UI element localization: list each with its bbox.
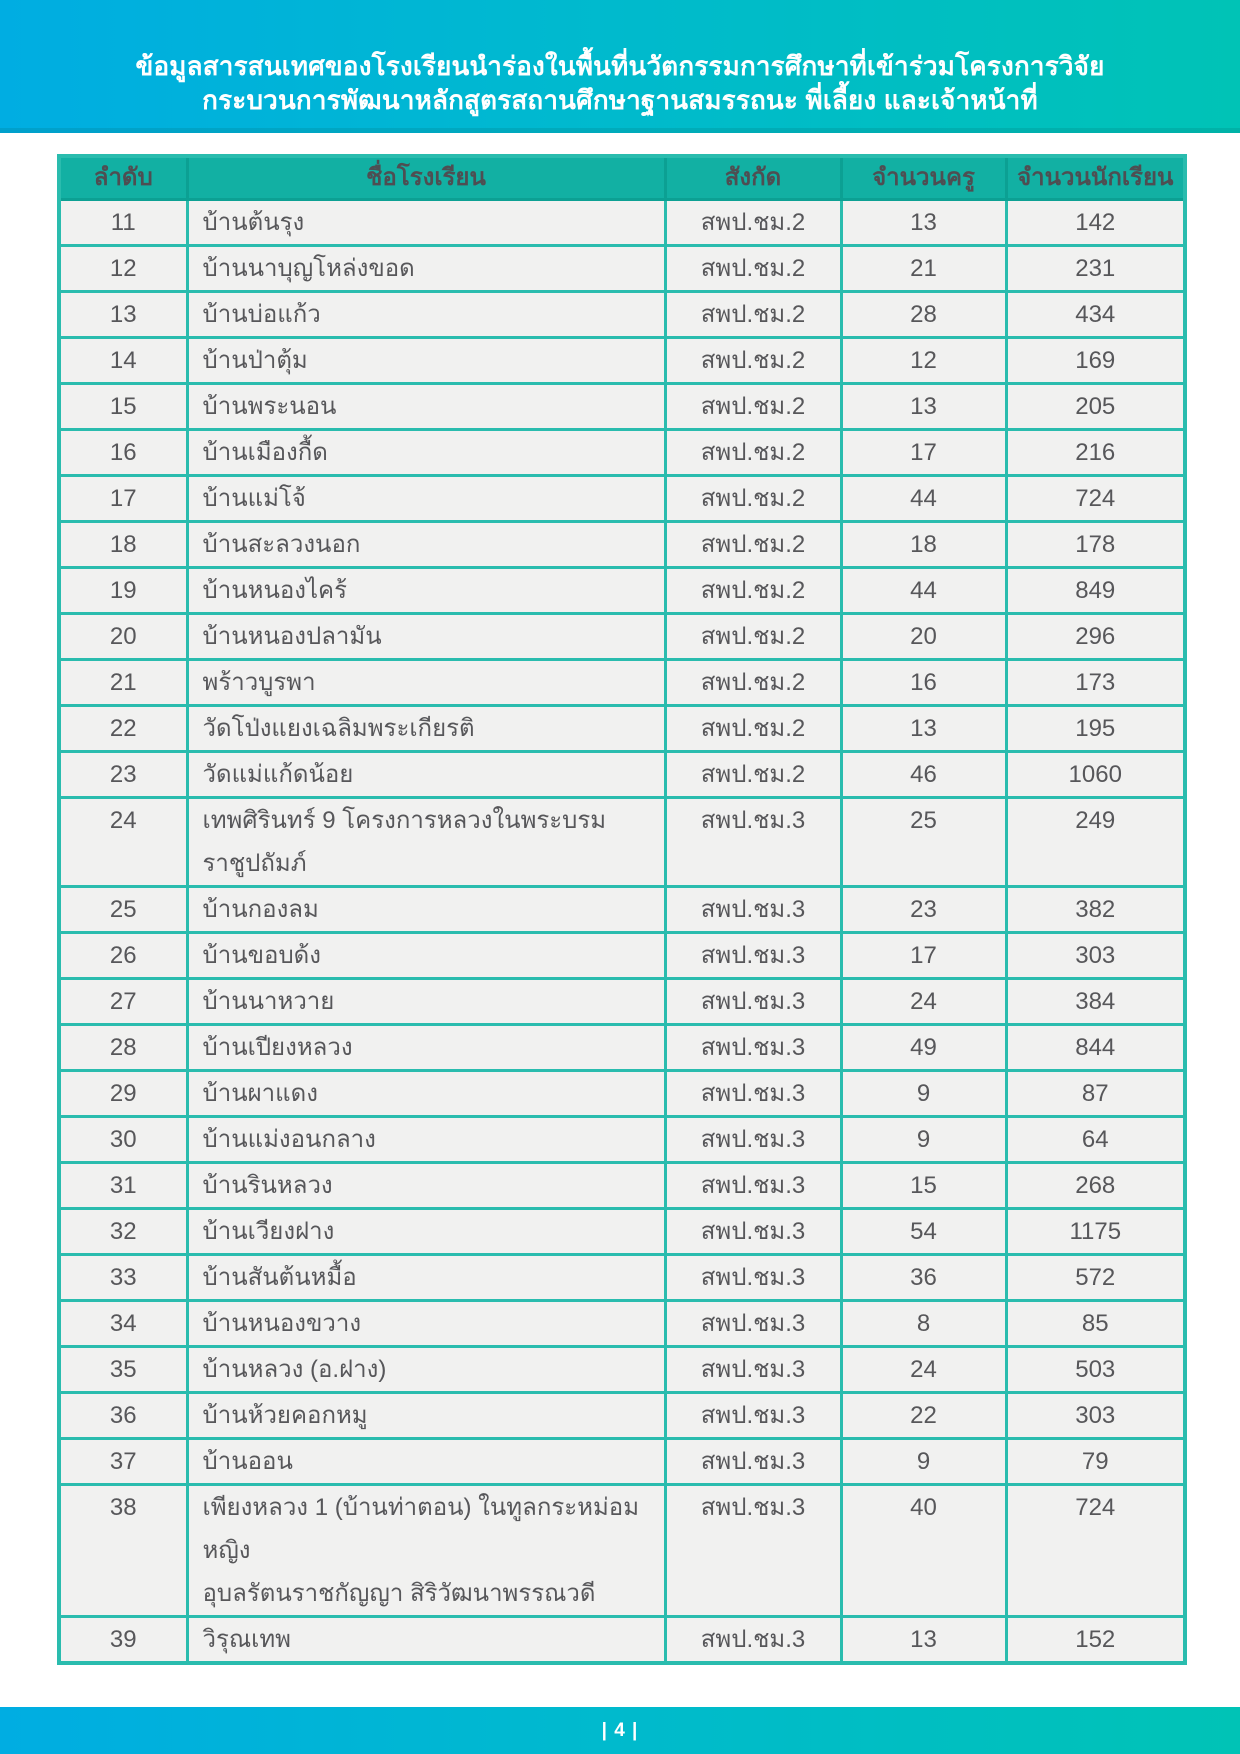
student-count-cell: 849 — [1006, 568, 1185, 614]
teacher-count-cell: 23 — [841, 887, 1006, 933]
teacher-count-cell: 54 — [841, 1209, 1006, 1255]
table-row — [59, 1255, 1185, 1301]
teacher-count-cell: 17 — [841, 430, 1006, 476]
teacher-count-cell: 13 — [841, 1617, 1006, 1664]
teacher-count-cell: 40 — [841, 1485, 1006, 1617]
student-count-cell: 382 — [1006, 887, 1185, 933]
teacher-count-cell: 12 — [841, 338, 1006, 384]
school-name-cell: บ้านพระนอน — [187, 384, 665, 430]
teacher-count-cell: 44 — [841, 476, 1006, 522]
student-count-cell: 216 — [1006, 430, 1185, 476]
school-name-cell: เพียงหลวง 1 (บ้านท่าตอน) ในทูลกระหม่อมหญิง อุบลรัตนราชกัญญา สิริวัฒนาพรรณวดี — [187, 1485, 665, 1617]
table-row — [59, 614, 1185, 660]
student-count-cell: 268 — [1006, 1163, 1185, 1209]
student-count-cell: 303 — [1006, 933, 1185, 979]
table-row — [59, 1025, 1185, 1071]
district-cell: สพป.ชม.3 — [665, 1025, 841, 1071]
table-row — [59, 384, 1185, 430]
district-cell: สพป.ชม.3 — [665, 1209, 841, 1255]
school-name-cell: บ้านสะลวงนอก — [187, 522, 665, 568]
student-count-cell: 85 — [1006, 1301, 1185, 1347]
district-cell: สพป.ชม.2 — [665, 292, 841, 338]
school-name-cell: บ้านกองลม — [187, 887, 665, 933]
page-header-band — [0, 0, 1240, 133]
table-row — [59, 1071, 1185, 1117]
page-footer-band — [0, 1707, 1240, 1754]
district-cell: สพป.ชม.2 — [665, 660, 841, 706]
table-row — [59, 246, 1185, 292]
column-header-school-name: ชื่อโรงเรียน — [187, 156, 665, 200]
student-count-cell: 503 — [1006, 1347, 1185, 1393]
student-count-cell: 173 — [1006, 660, 1185, 706]
teacher-count-cell: 17 — [841, 933, 1006, 979]
district-cell: สพป.ชม.3 — [665, 1439, 841, 1485]
teacher-count-cell: 24 — [841, 979, 1006, 1025]
teacher-count-cell: 28 — [841, 292, 1006, 338]
school-name-cell: วัดแม่แก้ดน้อย — [187, 752, 665, 798]
row-index-cell: 11 — [59, 200, 187, 246]
school-name-cell: บ้านหนองปลามัน — [187, 614, 665, 660]
school-name-cell: บ้านหลวง (อ.ฝาง) — [187, 1347, 665, 1393]
school-name-cell: บ้านเวียงฝาง — [187, 1209, 665, 1255]
row-index-cell: 29 — [59, 1071, 187, 1117]
row-index-cell: 21 — [59, 660, 187, 706]
school-name-cell: บ้านแม่งอนกลาง — [187, 1117, 665, 1163]
district-cell: สพป.ชม.2 — [665, 706, 841, 752]
table-row — [59, 1617, 1185, 1664]
page-number: | 4 | — [601, 1719, 639, 1741]
row-index-cell: 28 — [59, 1025, 187, 1071]
table-row — [59, 1393, 1185, 1439]
school-name-cell: บ้านหนองไคร้ — [187, 568, 665, 614]
student-count-cell: 87 — [1006, 1071, 1185, 1117]
row-index-cell: 13 — [59, 292, 187, 338]
schools-table — [57, 154, 1187, 1665]
school-name-cell: บ้านออน — [187, 1439, 665, 1485]
row-index-cell: 34 — [59, 1301, 187, 1347]
student-count-cell: 303 — [1006, 1393, 1185, 1439]
school-name-cell: บ้านต้นรุง — [187, 200, 665, 246]
table-row — [59, 200, 1185, 246]
table-row — [59, 1117, 1185, 1163]
page-title-line-1: ข้อมูลสารสนเทศของโรงเรียนนำร่องในพื้นที่นวัตกรรมการศึกษาที่เข้าร่วมโครงการวิจัย — [135, 51, 1105, 81]
school-name-cell: เทพศิรินทร์ 9 โครงการหลวงในพระบรมราชูปถัมภ์ — [187, 798, 665, 887]
teacher-count-cell: 20 — [841, 614, 1006, 660]
table-row — [59, 522, 1185, 568]
school-name-cell: บ้านป่าตุ้ม — [187, 338, 665, 384]
teacher-count-cell: 21 — [841, 246, 1006, 292]
row-index-cell: 35 — [59, 1347, 187, 1393]
district-cell: สพป.ชม.3 — [665, 1393, 841, 1439]
table-row — [59, 933, 1185, 979]
row-index-cell: 27 — [59, 979, 187, 1025]
table-row — [59, 798, 1185, 887]
school-name-cell: บ้านเปียงหลวง — [187, 1025, 665, 1071]
district-cell: สพป.ชม.2 — [665, 476, 841, 522]
teacher-count-cell: 46 — [841, 752, 1006, 798]
student-count-cell: 1175 — [1006, 1209, 1185, 1255]
district-cell: สพป.ชม.2 — [665, 522, 841, 568]
student-count-cell: 724 — [1006, 476, 1185, 522]
row-index-cell: 32 — [59, 1209, 187, 1255]
teacher-count-cell: 13 — [841, 706, 1006, 752]
district-cell: สพป.ชม.2 — [665, 200, 841, 246]
district-cell: สพป.ชม.3 — [665, 1071, 841, 1117]
teacher-count-cell: 49 — [841, 1025, 1006, 1071]
district-cell: สพป.ชม.2 — [665, 246, 841, 292]
school-name-cell: บ้านเมืองกื้ด — [187, 430, 665, 476]
teacher-count-cell: 36 — [841, 1255, 1006, 1301]
table-row — [59, 1347, 1185, 1393]
table-row — [59, 292, 1185, 338]
student-count-cell: 79 — [1006, 1439, 1185, 1485]
district-cell: สพป.ชม.2 — [665, 614, 841, 660]
student-count-cell: 178 — [1006, 522, 1185, 568]
student-count-cell: 64 — [1006, 1117, 1185, 1163]
district-cell: สพป.ชม.3 — [665, 887, 841, 933]
row-index-cell: 14 — [59, 338, 187, 384]
column-header-index: ลำดับ — [59, 156, 187, 200]
student-count-cell: 231 — [1006, 246, 1185, 292]
row-index-cell: 23 — [59, 752, 187, 798]
school-name-cell: วิรุณเทพ — [187, 1617, 665, 1664]
row-index-cell: 38 — [59, 1485, 187, 1617]
student-count-cell: 205 — [1006, 384, 1185, 430]
table-body — [59, 200, 1185, 1664]
column-header-teacher-count: จำนวนครู — [841, 156, 1006, 200]
student-count-cell: 142 — [1006, 200, 1185, 246]
school-name-cell: บ้านสันต้นหมื้อ — [187, 1255, 665, 1301]
row-index-cell: 37 — [59, 1439, 187, 1485]
school-name-cell: บ้านห้วยคอกหมู — [187, 1393, 665, 1439]
district-cell: สพป.ชม.3 — [665, 1163, 841, 1209]
table-row — [59, 1301, 1185, 1347]
district-cell: สพป.ชม.3 — [665, 1255, 841, 1301]
student-count-cell: 152 — [1006, 1617, 1185, 1664]
row-index-cell: 17 — [59, 476, 187, 522]
school-name-cell: บ้านบ่อแก้ว — [187, 292, 665, 338]
page-title-line-2: กระบวนการพัฒนาหลักสูตรสถานศึกษาฐานสมรรถนะ พี่เลี้ยง และเจ้าหน้าที่ — [202, 85, 1038, 115]
student-count-cell: 724 — [1006, 1485, 1185, 1617]
school-name-cell: บ้านรินหลวง — [187, 1163, 665, 1209]
table-row — [59, 979, 1185, 1025]
student-count-cell: 169 — [1006, 338, 1185, 384]
school-name-cell: บ้านนาบุญโหล่งขอด — [187, 246, 665, 292]
district-cell: สพป.ชม.3 — [665, 798, 841, 887]
table-row — [59, 1439, 1185, 1485]
row-index-cell: 25 — [59, 887, 187, 933]
table-row — [59, 1163, 1185, 1209]
teacher-count-cell: 44 — [841, 568, 1006, 614]
table-row — [59, 1209, 1185, 1255]
district-cell: สพป.ชม.2 — [665, 430, 841, 476]
teacher-count-cell: 15 — [841, 1163, 1006, 1209]
district-cell: สพป.ชม.3 — [665, 1485, 841, 1617]
table-row — [59, 338, 1185, 384]
row-index-cell: 18 — [59, 522, 187, 568]
table-row — [59, 430, 1185, 476]
district-cell: สพป.ชม.3 — [665, 933, 841, 979]
student-count-cell: 296 — [1006, 614, 1185, 660]
row-index-cell: 24 — [59, 798, 187, 887]
row-index-cell: 30 — [59, 1117, 187, 1163]
teacher-count-cell: 9 — [841, 1117, 1006, 1163]
table-row — [59, 476, 1185, 522]
teacher-count-cell: 24 — [841, 1347, 1006, 1393]
teacher-count-cell: 13 — [841, 384, 1006, 430]
district-cell: สพป.ชม.2 — [665, 338, 841, 384]
district-cell: สพป.ชม.3 — [665, 1347, 841, 1393]
teacher-count-cell: 9 — [841, 1071, 1006, 1117]
district-cell: สพป.ชม.2 — [665, 384, 841, 430]
student-count-cell: 1060 — [1006, 752, 1185, 798]
student-count-cell: 572 — [1006, 1255, 1185, 1301]
row-index-cell: 20 — [59, 614, 187, 660]
row-index-cell: 15 — [59, 384, 187, 430]
teacher-count-cell: 18 — [841, 522, 1006, 568]
school-name-cell: พร้าวบูรพา — [187, 660, 665, 706]
teacher-count-cell: 8 — [841, 1301, 1006, 1347]
student-count-cell: 844 — [1006, 1025, 1185, 1071]
teacher-count-cell: 13 — [841, 200, 1006, 246]
teacher-count-cell: 22 — [841, 1393, 1006, 1439]
row-index-cell: 22 — [59, 706, 187, 752]
row-index-cell: 26 — [59, 933, 187, 979]
row-index-cell: 12 — [59, 246, 187, 292]
table-row — [59, 752, 1185, 798]
student-count-cell: 434 — [1006, 292, 1185, 338]
table-header-row — [59, 156, 1185, 200]
district-cell: สพป.ชม.3 — [665, 1117, 841, 1163]
school-name-cell: บ้านผาแดง — [187, 1071, 665, 1117]
teacher-count-cell: 25 — [841, 798, 1006, 887]
school-name-cell: วัดโป่งแยงเฉลิมพระเกียรติ — [187, 706, 665, 752]
table-row — [59, 568, 1185, 614]
teacher-count-cell: 16 — [841, 660, 1006, 706]
table-row — [59, 887, 1185, 933]
row-index-cell: 39 — [59, 1617, 187, 1664]
row-index-cell: 33 — [59, 1255, 187, 1301]
table-row — [59, 1485, 1185, 1617]
district-cell: สพป.ชม.3 — [665, 1301, 841, 1347]
district-cell: สพป.ชม.3 — [665, 1617, 841, 1664]
table-row — [59, 660, 1185, 706]
row-index-cell: 36 — [59, 1393, 187, 1439]
row-index-cell: 16 — [59, 430, 187, 476]
column-header-student-count: จำนวนนักเรียน — [1006, 156, 1185, 200]
row-index-cell: 31 — [59, 1163, 187, 1209]
row-index-cell: 19 — [59, 568, 187, 614]
school-name-cell: บ้านนาหวาย — [187, 979, 665, 1025]
student-count-cell: 384 — [1006, 979, 1185, 1025]
teacher-count-cell: 9 — [841, 1439, 1006, 1485]
school-name-cell: บ้านขอบด้ง — [187, 933, 665, 979]
school-name-cell: บ้านหนองขวาง — [187, 1301, 665, 1347]
table-row — [59, 706, 1185, 752]
column-header-district: สังกัด — [665, 156, 841, 200]
school-name-cell: บ้านแม่โจ้ — [187, 476, 665, 522]
student-count-cell: 195 — [1006, 706, 1185, 752]
district-cell: สพป.ชม.2 — [665, 568, 841, 614]
district-cell: สพป.ชม.2 — [665, 752, 841, 798]
district-cell: สพป.ชม.3 — [665, 979, 841, 1025]
student-count-cell: 249 — [1006, 798, 1185, 887]
